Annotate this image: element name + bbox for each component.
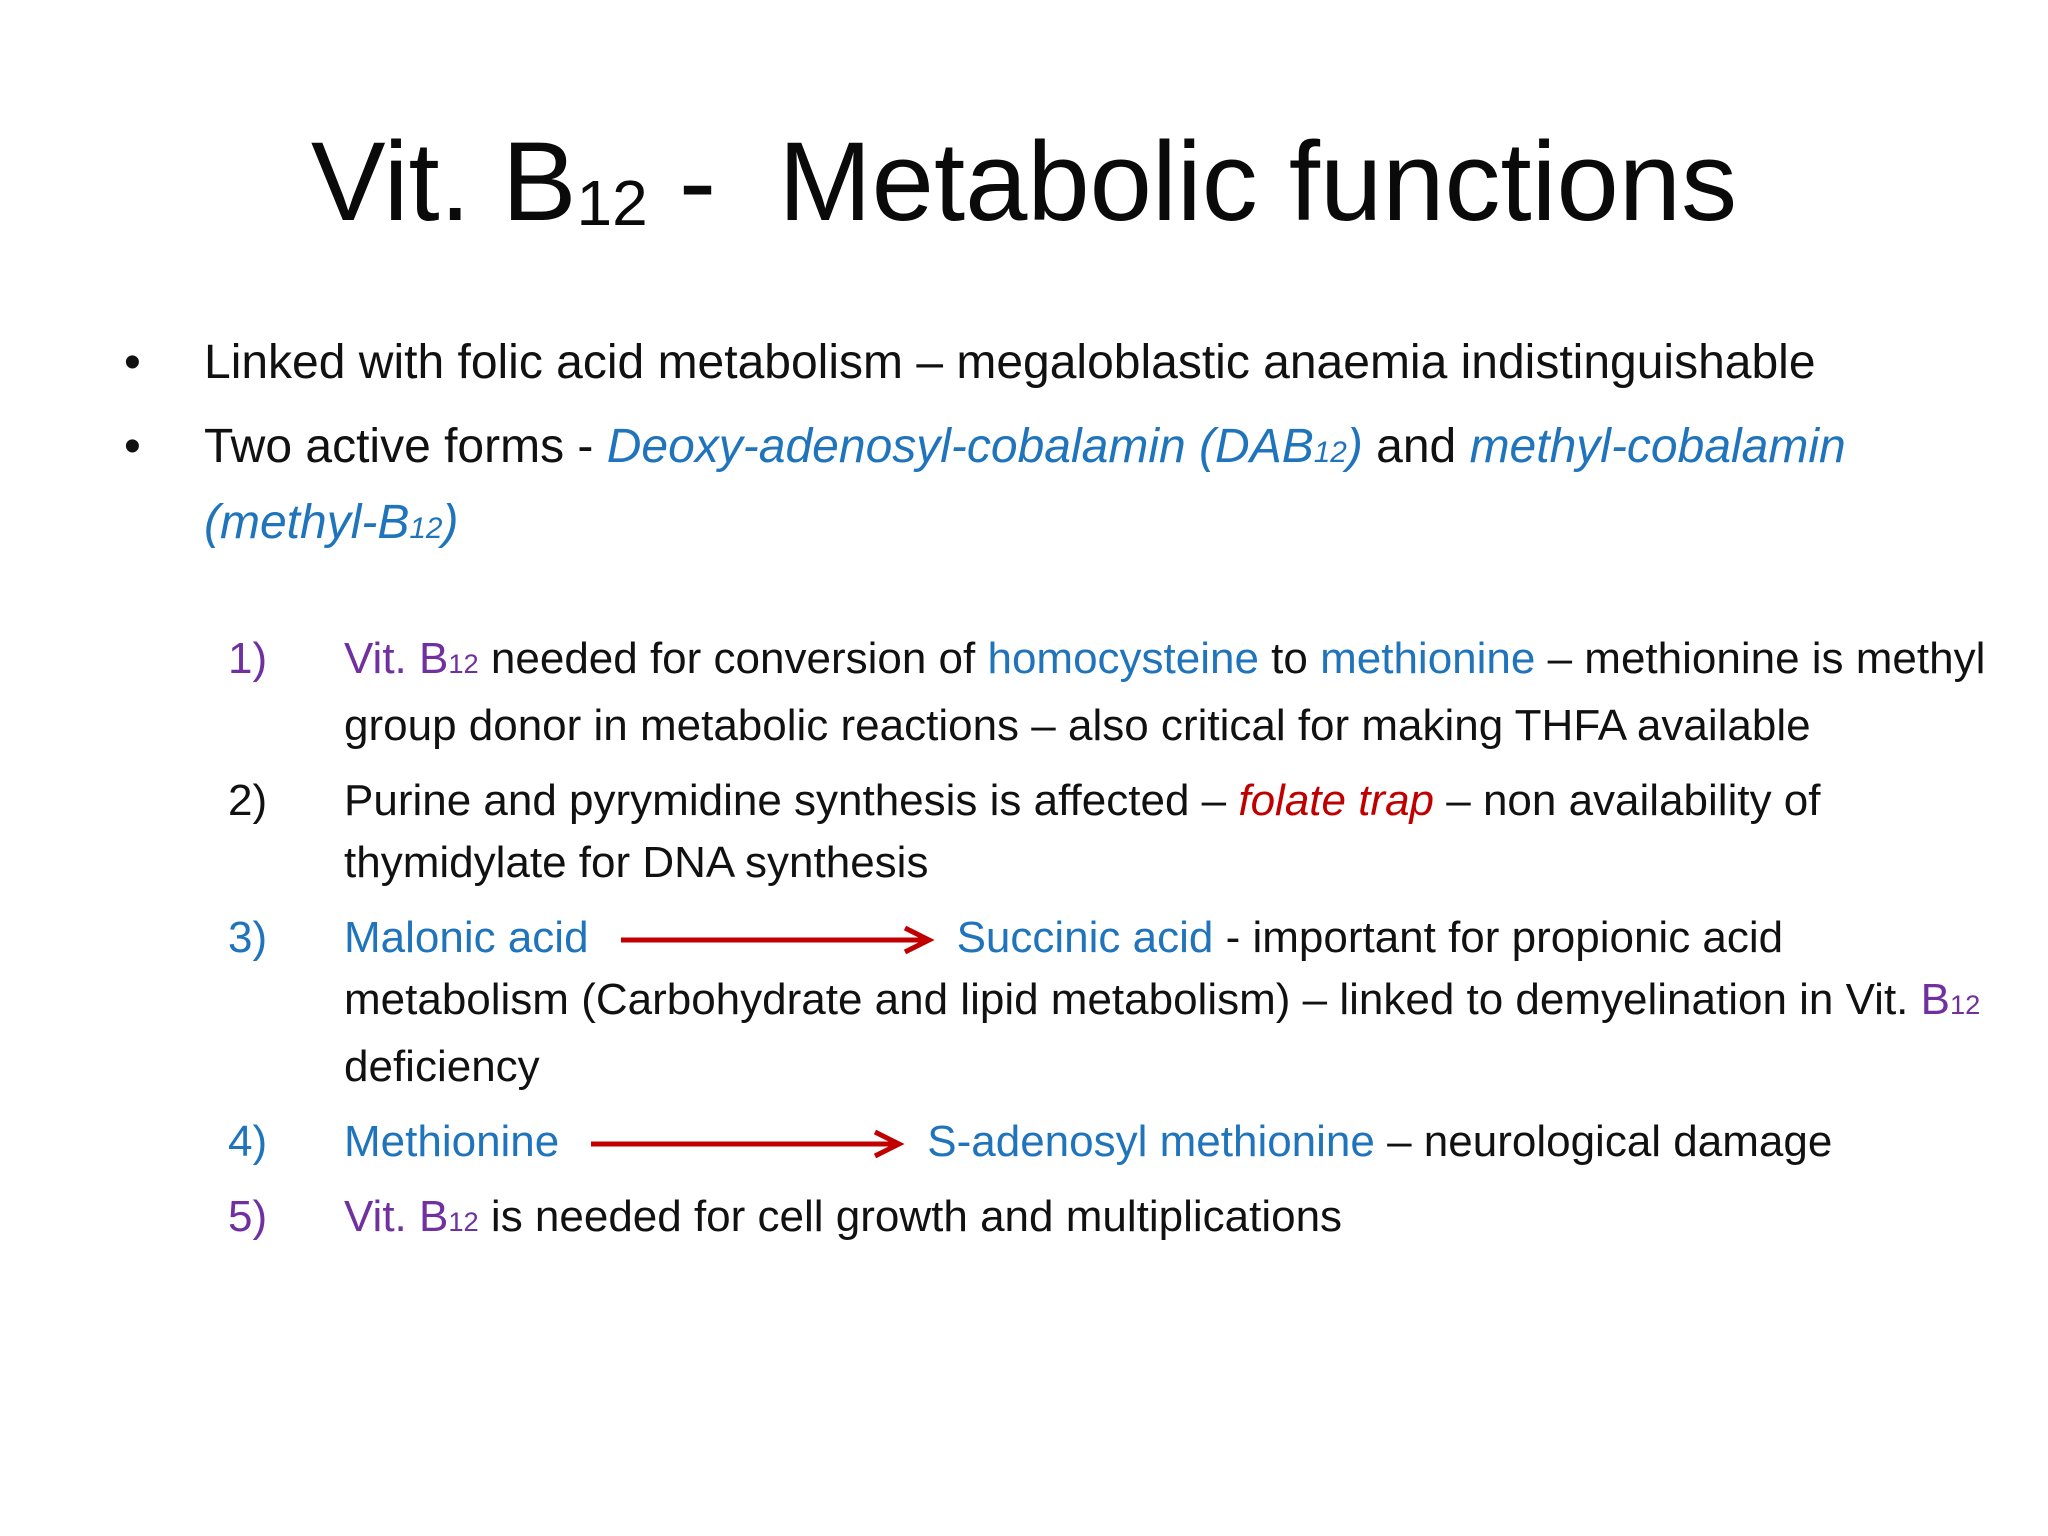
bullet-text: Linked with folic acid metabolism – megaloblastic anaemia indistinguishable bbox=[204, 336, 1816, 389]
item-number: 5) bbox=[228, 1192, 268, 1241]
list-item-3 bbox=[228, 907, 1988, 1098]
item-text: - important for propionic acid metabolism (Carbohydrate and lipid metabolism) – linked to demyelination in Vit. bbox=[344, 913, 1921, 1024]
methionine-term: Methionine bbox=[344, 1117, 560, 1166]
conversion-arrow-icon bbox=[589, 1129, 905, 1159]
vit-b12-label bbox=[344, 634, 479, 683]
item-number: 3) bbox=[228, 913, 268, 962]
conversion-arrow-icon bbox=[619, 925, 935, 955]
item-text: is needed for cell growth and multiplications bbox=[478, 1192, 1343, 1241]
form-methyl-text: methyl-cobalamin (methyl-B bbox=[204, 420, 1846, 549]
form-methyl-close: ) bbox=[442, 496, 459, 549]
bullet-dot-icon: • bbox=[124, 336, 141, 389]
item-text: – methionine is methyl group donor in metabolic reactions – also critical for making THFA available bbox=[344, 634, 1986, 750]
vit-sub: 12 bbox=[448, 1206, 479, 1237]
bullet-lead: Two active forms - bbox=[204, 420, 607, 473]
slide-title bbox=[0, 112, 2048, 273]
item-text: – non availability of thymidylate for DNA synthesis bbox=[344, 776, 1821, 887]
title-part2: - Metabolic functions bbox=[647, 119, 1738, 244]
b-sub: 12 bbox=[1950, 989, 1981, 1020]
bullet-mid: and bbox=[1362, 420, 1470, 473]
form-dab12 bbox=[607, 420, 1363, 473]
form-dab12-close: ) bbox=[1346, 420, 1363, 473]
item-text: deficiency bbox=[344, 1042, 540, 1091]
succinic-acid-term: Succinic acid bbox=[956, 913, 1214, 962]
malonic-acid-term: Malonic acid bbox=[344, 913, 589, 962]
list-item-4 bbox=[228, 1111, 1988, 1173]
bullet-dot-icon: • bbox=[124, 420, 141, 473]
vit-text: Vit. B bbox=[344, 1192, 449, 1241]
vit-sub: 12 bbox=[448, 648, 479, 679]
form-dab12-text: Deoxy-adenosyl-cobalamin (DAB bbox=[606, 420, 1314, 473]
bullet-list bbox=[124, 328, 1984, 578]
vit-b12-label bbox=[344, 1192, 479, 1241]
item-text: needed for conversion of bbox=[478, 634, 988, 683]
title-subscript: 12 bbox=[576, 167, 648, 240]
bullet-item-folic bbox=[124, 328, 1984, 398]
form-dab12-sub: 12 bbox=[1313, 436, 1347, 469]
item-text: Purine and pyrymidine synthesis is affected – bbox=[344, 776, 1239, 825]
item-number: 1) bbox=[228, 634, 268, 683]
item-text: – neurological damage bbox=[1374, 1117, 1833, 1166]
item-number: 4) bbox=[228, 1117, 268, 1166]
b-text: B bbox=[1920, 975, 1950, 1024]
bullet-item-active-forms bbox=[124, 412, 1984, 564]
list-item-2 bbox=[228, 770, 1988, 894]
list-item-1 bbox=[228, 628, 1988, 757]
b12-label bbox=[1921, 975, 1981, 1024]
methionine-term: methionine bbox=[1320, 634, 1536, 683]
folate-trap-term: folate trap bbox=[1238, 776, 1435, 825]
title-part1: Vit. B bbox=[310, 119, 577, 244]
s-adenosyl-methionine-term: S-adenosyl methionine bbox=[927, 1117, 1375, 1166]
item-text: to bbox=[1258, 634, 1321, 683]
homocysteine-term: homocysteine bbox=[987, 634, 1259, 683]
form-methyl-sub: 12 bbox=[409, 512, 443, 545]
list-item-5 bbox=[228, 1186, 1988, 1253]
vit-text: Vit. B bbox=[344, 634, 449, 683]
numbered-list bbox=[228, 628, 1988, 1266]
item-number: 2) bbox=[228, 776, 268, 825]
